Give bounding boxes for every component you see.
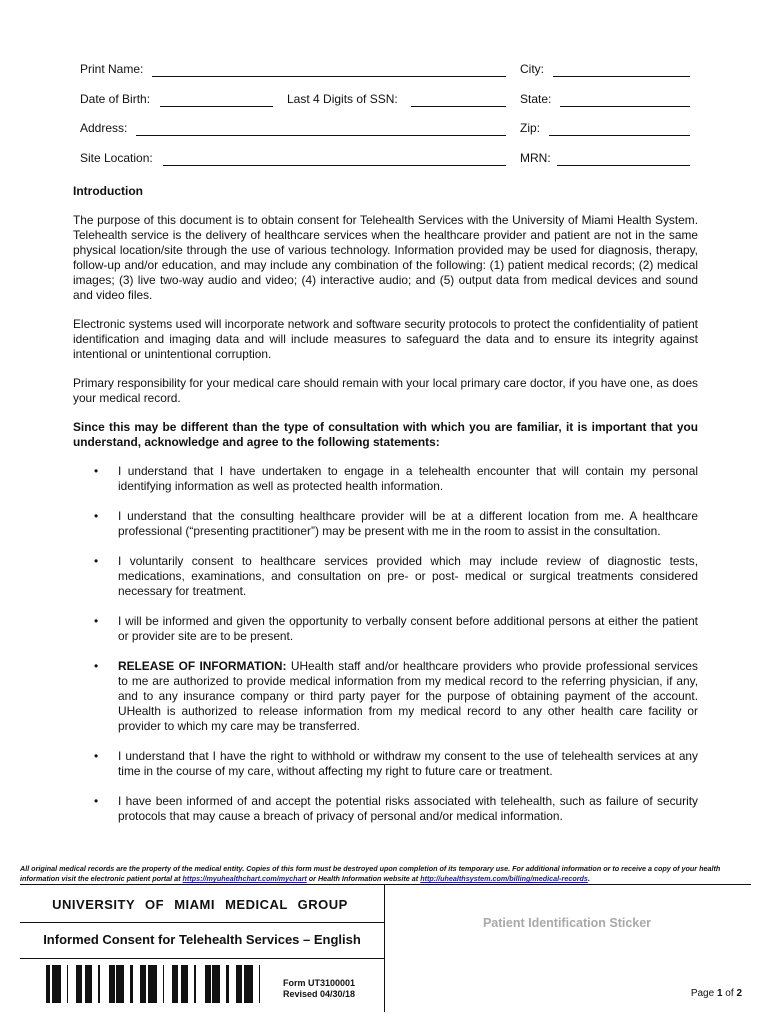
state-label: State: [520, 92, 552, 106]
statement-text: I voluntarily consent to healthcare services provided which may include review of diagnostic tests, medications, examinations, and consultation on pre- or post- medical or surgical treatments considered necessary for treatment. [118, 554, 698, 598]
address-label: Address: [80, 121, 128, 135]
page-number [691, 988, 742, 999]
print-name-line[interactable] [152, 76, 506, 77]
statement-text: UHealth staff and/or healthcare providers who provide professional services to me are authorized to provide medical information from my medical record to the referring physician, if any, and to any insurance company or third party payer for the purpose of obtaining payment of the account. UHealth is authorized to release information from my medical record to any other health care facility or provider to which my care may be transferred. [118, 659, 698, 733]
footnote-text: All original medical records are the property of the medical entity. Copies of this form must be destroyed upon completion of its temporary use. For additional information or to receive a copy of your health information visit the electronic patient portal at [20, 864, 721, 883]
footnote-text: . [587, 874, 590, 883]
ssn-line[interactable] [411, 106, 506, 107]
intro-paragraph-1: The purpose of this document is to obtain consent for Telehealth Services with the University of Miami Health System. Telehealth service is the delivery of healthcare services when the healthcare provider and patient are not in the same physical location/site through the use of various technology. Information provided may be used for diagnosis, therapy, follow-up and/or education, and may include any combination of the following: (1) patient medical records; (2) medical images; (3) live two-way audio and video; (4) interactive audio; and (5) output data from medical devices and sound and video files. [73, 213, 698, 302]
field-row [80, 121, 692, 139]
zip-line[interactable] [549, 135, 690, 136]
statement-text: I understand that the consulting healthcare provider will be at a different location from me. A healthcare professional (“presenting practitioner”) may be present with me in the room to assist in the consultation. [118, 509, 698, 538]
statement-item [73, 794, 698, 824]
statements-list [73, 464, 698, 824]
form-number: Form UT3100001 [283, 978, 356, 988]
mrn-line[interactable] [557, 165, 690, 166]
site-location-label: Site Location: [80, 151, 153, 165]
page-current: 1 [716, 988, 723, 999]
intro-paragraph-3: Primary responsibility for your medical care should remain with your local primary care doctor, if you have one, as does your medical record. [73, 376, 698, 405]
footer-top-rule [20, 884, 751, 885]
statements-lead: Since this may be different than the type of consultation with which you are familiar, it is important that you understand, acknowledge and agree to the following statements: [73, 420, 698, 449]
bullet-icon: • [94, 464, 99, 478]
organization-name: UNIVERSITY OF MIAMI MEDICAL GROUP [52, 897, 348, 912]
statement-item [73, 509, 698, 539]
city-label: City: [520, 62, 544, 76]
bullet-icon: • [94, 794, 99, 808]
statement-text: I understand that I have undertaken to engage in a telehealth encounter that will contain my personal identifying information as well as protected health information. [118, 464, 698, 493]
city-line[interactable] [553, 76, 690, 77]
page-of: of [722, 988, 737, 999]
footer-rule [20, 958, 384, 959]
field-row [80, 92, 692, 110]
dob-line[interactable] [160, 106, 273, 107]
statement-text: I will be informed and given the opportunity to verbally consent before additional persons at either the patient or provider site are to be present. [118, 614, 698, 643]
statement-item [73, 614, 698, 644]
footnote-text: or Health Information website at [306, 874, 421, 883]
statement-item [73, 464, 698, 494]
consent-body [73, 184, 698, 839]
statement-item [73, 659, 698, 734]
site-location-line[interactable] [163, 165, 506, 166]
medical-records-link[interactable]: http://uhealthsystem.com/billing/medical-records [420, 874, 588, 883]
form-title: Informed Consent for Telehealth Services – English [43, 932, 361, 947]
bullet-icon: • [94, 659, 99, 673]
field-row [80, 151, 692, 169]
form-number-block [283, 978, 355, 1000]
patient-sticker-area: Patient Identification Sticker [482, 916, 652, 930]
footer-vertical-divider [384, 884, 385, 1012]
records-footnote [20, 864, 750, 884]
intro-heading: Introduction [73, 184, 143, 198]
page-prefix: Page [690, 988, 717, 999]
print-name-label: Print Name: [80, 62, 144, 76]
mrn-label: MRN: [520, 151, 551, 165]
bullet-icon: • [94, 509, 99, 523]
statement-item [73, 749, 698, 779]
release-of-information-label: RELEASE OF INFORMATION: [118, 659, 287, 673]
ssn-label: Last 4 Digits of SSN: [287, 92, 398, 106]
revision-date: Revised 04/30/18 [283, 989, 356, 999]
state-line[interactable] [560, 106, 690, 107]
address-line[interactable] [136, 135, 506, 136]
footer-rule [20, 922, 384, 923]
bullet-icon: • [94, 554, 99, 568]
field-row [80, 62, 692, 80]
barcode-icon [46, 965, 270, 1003]
page-total: 2 [736, 988, 742, 999]
statement-item [73, 554, 698, 599]
dob-label: Date of Birth: [80, 92, 151, 106]
statement-text: I understand that I have the right to withhold or withdraw my consent to the use of telehealth services at any time in the course of my care, without affecting my right to future care or treatment. [118, 749, 698, 778]
bullet-icon: • [94, 749, 99, 763]
mychart-link[interactable]: https://myuhealthchart.com/mychart [182, 874, 307, 883]
bullet-icon: • [94, 614, 99, 628]
zip-label: Zip: [520, 121, 541, 135]
intro-paragraph-2: Electronic systems used will incorporate network and software security protocols to protect the confidentiality of patient identification and imaging data and will include measures to safeguard the data and to ensure its integrity against intentional or unintentional corruption. [73, 317, 698, 361]
statement-text: I have been informed of and accept the potential risks associated with telehealth, such as failure of security protocols that may cause a breach of privacy of personal and/or medical information. [118, 794, 698, 823]
